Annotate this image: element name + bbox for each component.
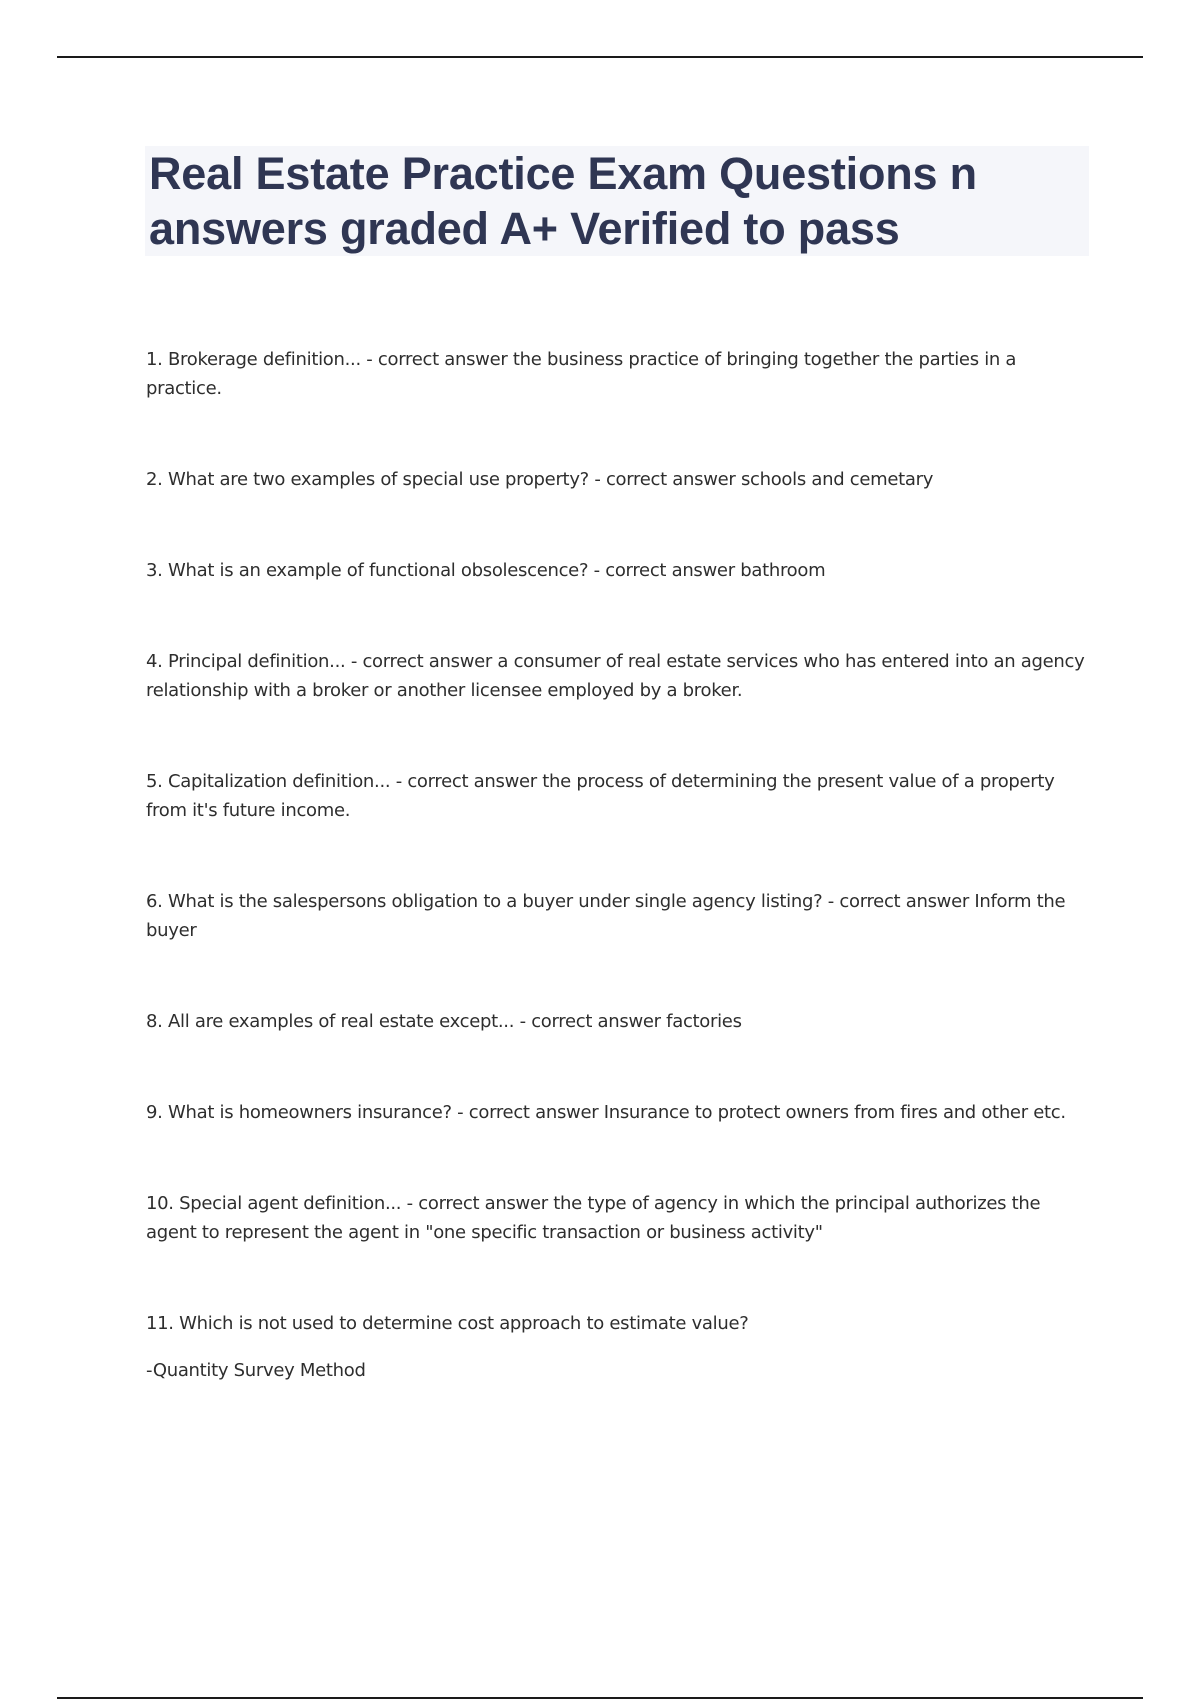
question-list [146, 345, 1096, 1385]
question-item: 1. Brokerage definition... - correct answer the business practice of bringing together the parties in a practice. [146, 349, 1017, 399]
question-item: 2. What are two examples of special use property? - correct answer schools and cemetary [146, 469, 934, 490]
bottom-divider [57, 1697, 1143, 1699]
question-item: 5. Capitalization definition... - correct answer the process of determining the present value of a property from it's future income. [146, 771, 1055, 821]
question-item: 4. Principal definition... - correct answer a consumer of real estate services who has entered into an agency relationship with a broker or another licensee employed by a broker. [146, 651, 1085, 701]
answer-text: -Quantity Survey Method [146, 1360, 366, 1381]
question-item: 8. All are examples of real estate except... - correct answer factories [146, 1011, 742, 1032]
question-item: 11. Which is not used to determine cost approach to estimate value? [146, 1313, 749, 1334]
question-item: 3. What is an example of functional obsolescence? - correct answer bathroom [146, 560, 826, 581]
question-item: 9. What is homeowners insurance? - correct answer Insurance to protect owners from fires and other etc. [146, 1102, 1066, 1123]
title-banner [145, 146, 1089, 256]
document-title: Real Estate Practice Exam Questions n answers graded A+ Verified to pass [149, 148, 977, 254]
top-divider [57, 56, 1143, 58]
question-item: 10. Special agent definition... - correct answer the type of agency in which the principal authorizes the agent to represent the agent in "one specific transaction or business activity" [146, 1193, 1041, 1243]
question-item: 6. What is the salespersons obligation to a buyer under single agency listing? - correct answer Inform the buyer [146, 891, 1066, 941]
